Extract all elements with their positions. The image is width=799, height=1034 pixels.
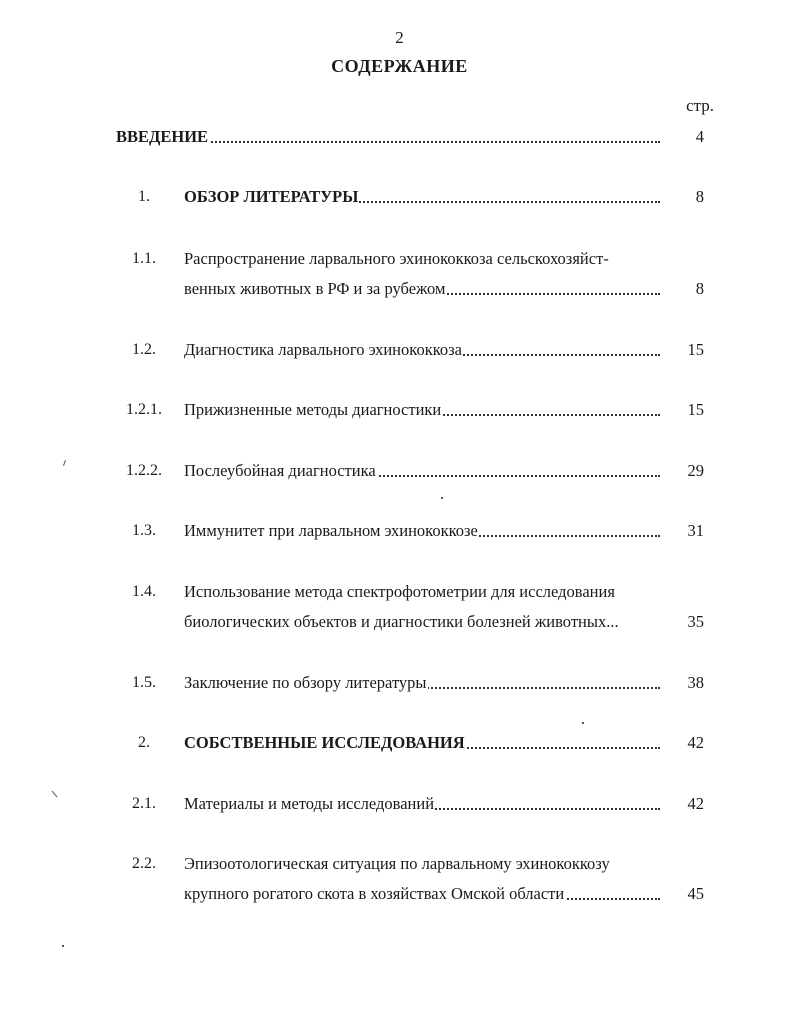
toc-entry-page: 38: [687, 673, 704, 692]
toc-entry-number: 1.1.: [132, 250, 156, 267]
toc-entry-1-2: [0, 338, 799, 362]
toc-entry-page: 8: [695, 279, 704, 298]
toc-entry-1-5: [0, 671, 799, 695]
toc-entry-title: Диагностика ларвального эхинококкоза: [184, 340, 462, 359]
toc-entry-title: СОБСТВЕННЫЕ ИССЛЕДОВАНИЯ: [184, 733, 465, 752]
toc-entry-page: 4: [695, 127, 704, 146]
toc-entry-number: 2.1.: [132, 795, 156, 812]
toc-entry-1-2-2: [0, 459, 799, 483]
scan-speck: [441, 497, 443, 499]
toc-entry-title: ВВЕДЕНИЕ: [116, 127, 209, 146]
toc-entry-1: [0, 185, 799, 209]
toc-entry-number: 1.4.: [132, 583, 156, 600]
toc-entry-title: Распространение ларвального эхинококкоза сельскохозяйст-: [184, 249, 609, 268]
toc-entry-1-4-continued: [0, 610, 799, 634]
page-title: СОДЕРЖАНИЕ: [331, 56, 468, 76]
toc-entry-number: 1.2.: [132, 341, 156, 358]
page-column-label: стр.: [686, 96, 714, 115]
toc-entry-1-1: [0, 247, 799, 271]
toc-entry-title: Использование метода спектрофотометрии для исследования: [184, 582, 615, 601]
toc-entry-number: 1.2.2.: [126, 462, 162, 479]
toc-entry-page: 45: [687, 884, 704, 903]
toc-entry-page: 35: [687, 612, 704, 631]
toc-entry-title: Эпизоотологическая ситуация по ларвальному эхинококкозу: [184, 854, 610, 873]
toc-entry-title-continued: венных животных в РФ и за рубежом: [184, 279, 446, 298]
toc-entry-number: 1.: [138, 188, 150, 205]
toc-entry-number: 2.2.: [132, 855, 156, 872]
toc-entry-number: 1.2.1.: [126, 401, 162, 418]
toc-entry-title: Послеубойная диагностика: [184, 461, 376, 480]
toc-entry-1-3: [0, 519, 799, 543]
toc-entry-number: 1.5.: [132, 674, 156, 691]
scan-speck: [62, 945, 64, 947]
toc-entry-2-2: [0, 852, 799, 876]
toc-entry-page: 8: [695, 187, 704, 206]
toc-entry-number: 2.: [138, 734, 150, 751]
toc-entry-title: Заключение по обзору литературы: [184, 673, 427, 692]
toc-entry-page: 15: [687, 340, 704, 359]
toc-entry-2-2-continued: [0, 882, 799, 906]
toc-entry-title: ОБЗОР ЛИТЕРАТУРЫ: [184, 187, 359, 206]
toc-entry-page: 29: [687, 461, 704, 480]
toc-entry-2: [0, 731, 799, 755]
toc-entry-page: 42: [687, 733, 704, 752]
toc-entry-title: Прижизненные методы диагностики: [184, 400, 442, 419]
scan-speck: [582, 722, 584, 724]
toc-entry-title: Материалы и методы исследований: [184, 794, 435, 813]
toc-entry-title-continued: биологических объектов и диагностики болезней животных...: [184, 612, 619, 631]
toc-entry-page: 42: [687, 794, 704, 813]
toc-entry-1-1-continued: [0, 277, 799, 301]
toc-entry-1-2-1: [0, 398, 799, 422]
toc-entry-number: 1.3.: [132, 522, 156, 539]
toc-entry-introduction: [0, 125, 799, 149]
toc-entry-2-1: [0, 792, 799, 816]
toc-entry-page: 31: [687, 521, 704, 540]
toc-entry-title: Иммунитет при ларвальном эхинококкозе: [184, 521, 478, 540]
toc-entry-page: 15: [687, 400, 704, 419]
toc-entry-1-4: [0, 580, 799, 604]
toc-entry-title-continued: крупного рогатого скота в хозяйствах Омской области: [184, 884, 565, 903]
page-number: 2: [395, 28, 404, 47]
